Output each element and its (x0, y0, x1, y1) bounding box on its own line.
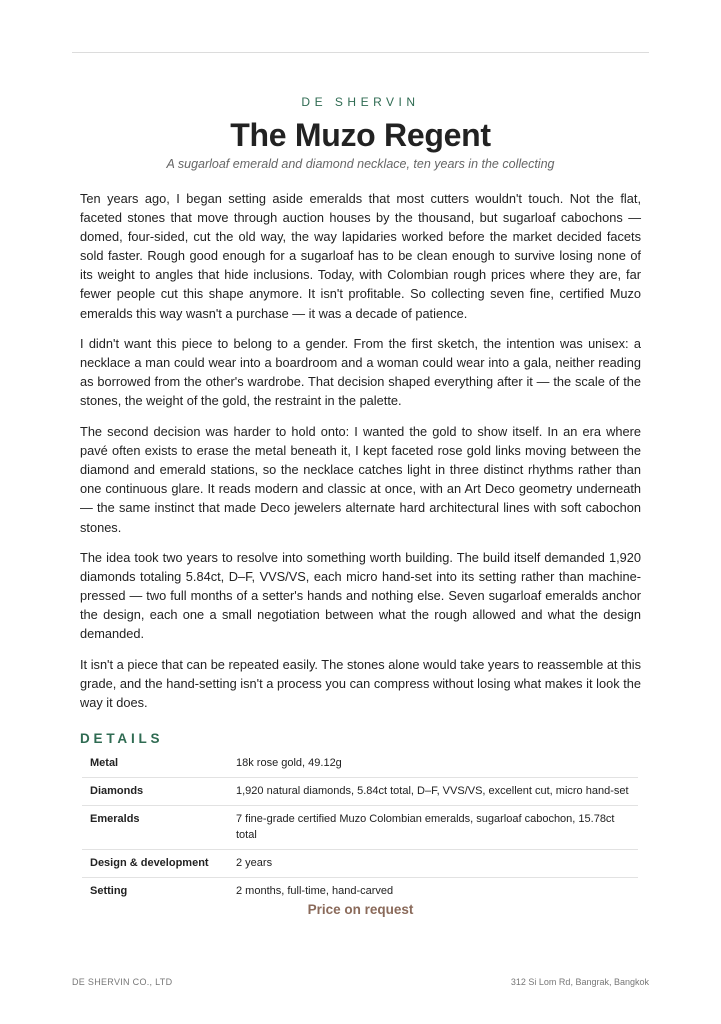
details-heading: DETAILS (80, 731, 164, 746)
table-row (82, 878, 638, 905)
page-title: The Muzo Regent (230, 117, 491, 153)
detail-value: 2 years (236, 857, 273, 869)
page-subtitle: A sugarloaf emerald and diamond necklace, ten years in the collecting (166, 157, 555, 171)
price-label: Price on request (307, 902, 414, 917)
detail-value: 18k rose gold, 49.12g (236, 757, 342, 769)
paragraph: The idea took two years to resolve into something worth building. The build itself demanded 1,920 diamonds totaling 5.84ct, D–F, VVS/VS, each micro hand-set into its setting rather than machine-pressed — two full months of a setter's hands and nothing else. Seven sugarloaf emeralds anchor the design, each one a small negotiation between what the rough allowed and what the design demanded. (80, 550, 641, 642)
brand-name: DE SHERVIN (301, 95, 420, 109)
table-row (82, 806, 638, 850)
paragraph: Ten years ago, I began setting aside emeralds that most cutters wouldn't touch. Not the flat, faceted stones that move through auction houses by the thousand, but sugarloaf cabochons — domed, four-sided, cut the old way, the way lapidaries worked before the market decided facets sold faster. Rough good enough for a sugarloaf has to be clean enough to survive losing none of its weight to angles that hide inclusions. Today, with Colombian rough prices where they are, far fewer people cut this shape anymore. It isn't profitable. So collecting seven fine, certified Muzo emeralds this way wasn't a purchase — it was a decade of patience. (80, 191, 641, 321)
detail-value: 1,920 natural diamonds, 5.84ct total, D–F, VVS/VS, excellent cut, micro hand-set (236, 785, 629, 797)
detail-label: Metal (90, 757, 119, 769)
paragraph: It isn't a piece that can be repeated easily. The stones alone would take years to reassemble at this grade, and the hand-setting isn't a process you can compress without losing what makes it look the way it does. (80, 657, 641, 711)
footer-address: 312 Si Lom Rd, Bangrak, Bangkok (510, 977, 649, 987)
paragraph: I didn't want this piece to belong to a gender. From the first sketch, the intention was unisex: a necklace a man could wear into a boardroom and a woman could wear into a gala, neither reading as borrowed from the other's wardrobe. That decision shaped everything after it — the scale of the stones, the weight of the gold, the restraint in the palette. (80, 336, 641, 409)
paragraph: The second decision was harder to hold onto: I wanted the gold to show itself. In an era where pavé often exists to erase the metal beneath it, I kept faceted rose gold links moving between the diamond and emerald stations, so the necklace catches light in three distinct rhythms rather than one continuous glare. It reads modern and classic at once, with an Art Deco geometry underneath — the same instinct that made Deco jewelers alternate hard architectural lines with soft cabochon stones. (80, 424, 641, 535)
detail-label: Diamonds (90, 785, 144, 797)
top-divider (72, 52, 649, 53)
article-body (80, 189, 641, 724)
detail-label: Setting (90, 885, 128, 897)
details-table (82, 750, 638, 905)
table-row (82, 850, 638, 878)
detail-label: Design & development (90, 857, 209, 869)
table-row (82, 750, 638, 778)
detail-value: 2 months, full-time, hand-carved (236, 885, 394, 897)
detail-label: Emeralds (90, 813, 140, 825)
table-row (82, 778, 638, 806)
detail-value: 7 fine-grade certified Muzo Colombian emeralds, sugarloaf cabochon, 15.78ct total (236, 813, 615, 841)
footer-company: DE SHERVIN CO., LTD (72, 977, 173, 987)
